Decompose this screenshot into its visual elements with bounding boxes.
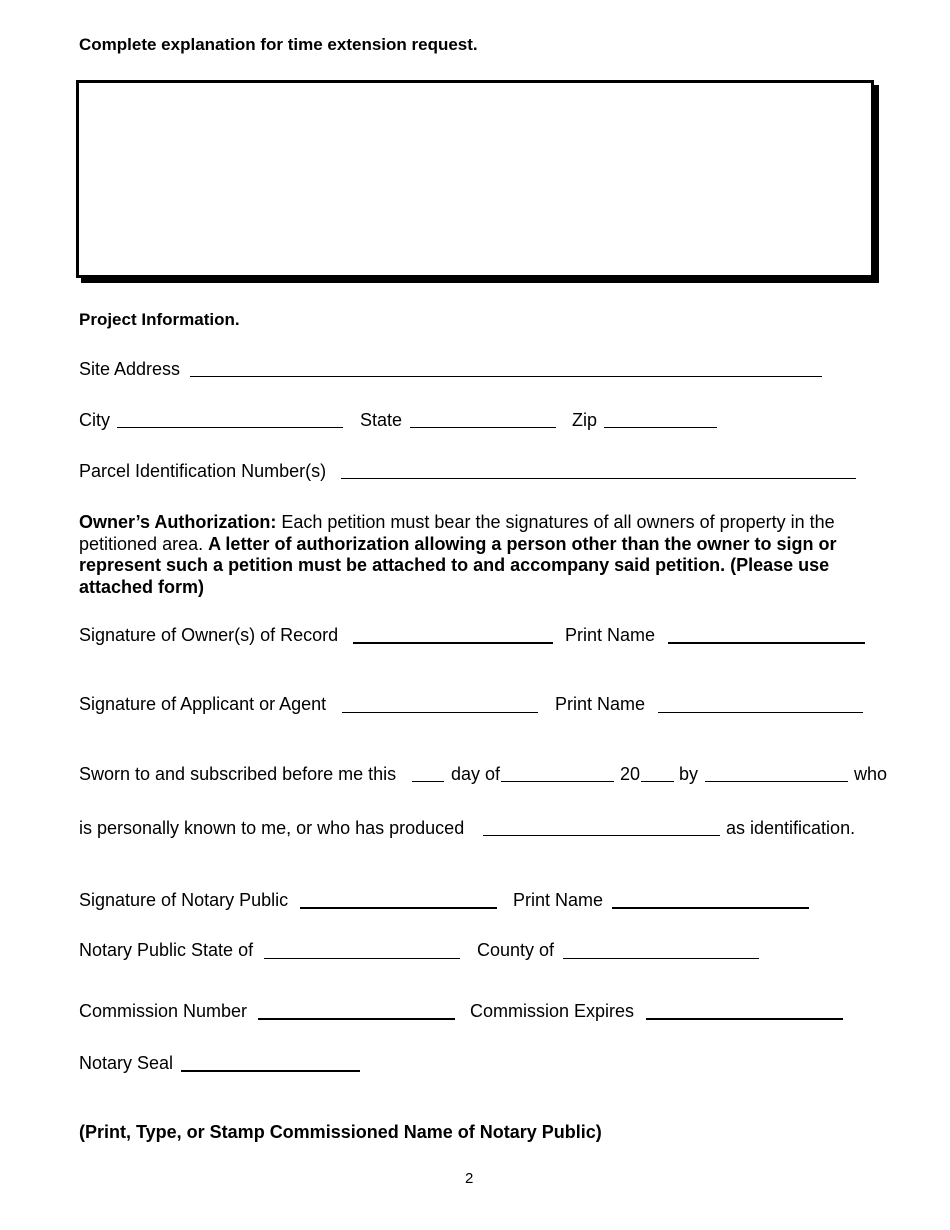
parcel-label: Parcel Identification Number(s) [79,461,327,481]
explanation-heading: Complete explanation for time extension request. [79,35,478,54]
site-address-label: Site Address [79,359,181,379]
notary-state-label: Notary Public State of [79,940,254,960]
sig-notary-label: Signature of Notary Public [79,890,289,910]
sig-notary-field[interactable] [300,907,497,909]
notary-print-name-label: Print Name [513,890,604,910]
page-number: 2 [465,1170,474,1187]
sworn-text-4: by [679,764,699,784]
notary-state-field[interactable] [264,958,460,959]
explanation-textbox[interactable] [76,80,874,278]
owners-authorization-text: Each petition must bear the signatures of all owners of property in the petitioned area. [79,512,835,554]
county-field[interactable] [563,958,759,959]
sig-owner-label: Signature of Owner(s) of Record [79,625,339,645]
state-label: State [360,410,403,430]
commission-expires-label: Commission Expires [470,1001,635,1021]
project-info-heading: Project Information. [79,310,240,329]
commission-expires-field[interactable] [646,1018,843,1020]
county-label: County of [477,940,555,960]
sworn-by-field[interactable] [705,781,848,782]
notary-name-stamp-note: (Print, Type, or Stamp Commissioned Name of Notary Public) [79,1122,602,1142]
identification-field[interactable] [483,835,720,836]
notary-print-name-field[interactable] [612,907,809,909]
sworn-text-1: Sworn to and subscribed before me this [79,764,397,784]
sworn-line2-start: is personally known to me, or who has produced [79,818,465,838]
sworn-text-5: who [854,764,888,784]
site-address-field[interactable] [190,376,822,377]
city-label: City [79,410,110,430]
sig-applicant-field[interactable] [342,712,538,713]
sworn-text-2: day of [451,764,501,784]
state-field[interactable] [410,427,556,428]
commission-number-field[interactable] [258,1018,455,1020]
owner-print-name-label: Print Name [565,625,656,645]
applicant-print-name-label: Print Name [555,694,646,714]
zip-label: Zip [572,410,598,430]
sig-applicant-label: Signature of Applicant or Agent [79,694,327,714]
parcel-field[interactable] [341,478,856,479]
notary-seal-field[interactable] [181,1070,360,1072]
applicant-print-name-field[interactable] [658,712,863,713]
sig-owner-field[interactable] [353,642,553,644]
zip-field[interactable] [604,427,717,428]
sworn-day-field[interactable] [412,781,444,782]
commission-number-label: Commission Number [79,1001,248,1021]
notary-seal-label: Notary Seal [79,1053,174,1073]
sworn-line2-end: as identification. [726,818,856,838]
city-field[interactable] [117,427,343,428]
sworn-text-3: 20 [620,764,641,784]
owner-print-name-field[interactable] [668,642,865,644]
owners-authorization-lead: Owner’s Authorization: [79,512,277,532]
owners-authorization-paragraph [79,512,879,598]
sworn-year-field[interactable] [641,781,674,782]
owners-authorization-bold-text: A letter of authorization allowing a person other than the owner to sign or represent such a petition must be attached to and accompany said petition. (Please use attached form) [79,533,837,597]
sworn-month-field[interactable] [501,781,614,782]
